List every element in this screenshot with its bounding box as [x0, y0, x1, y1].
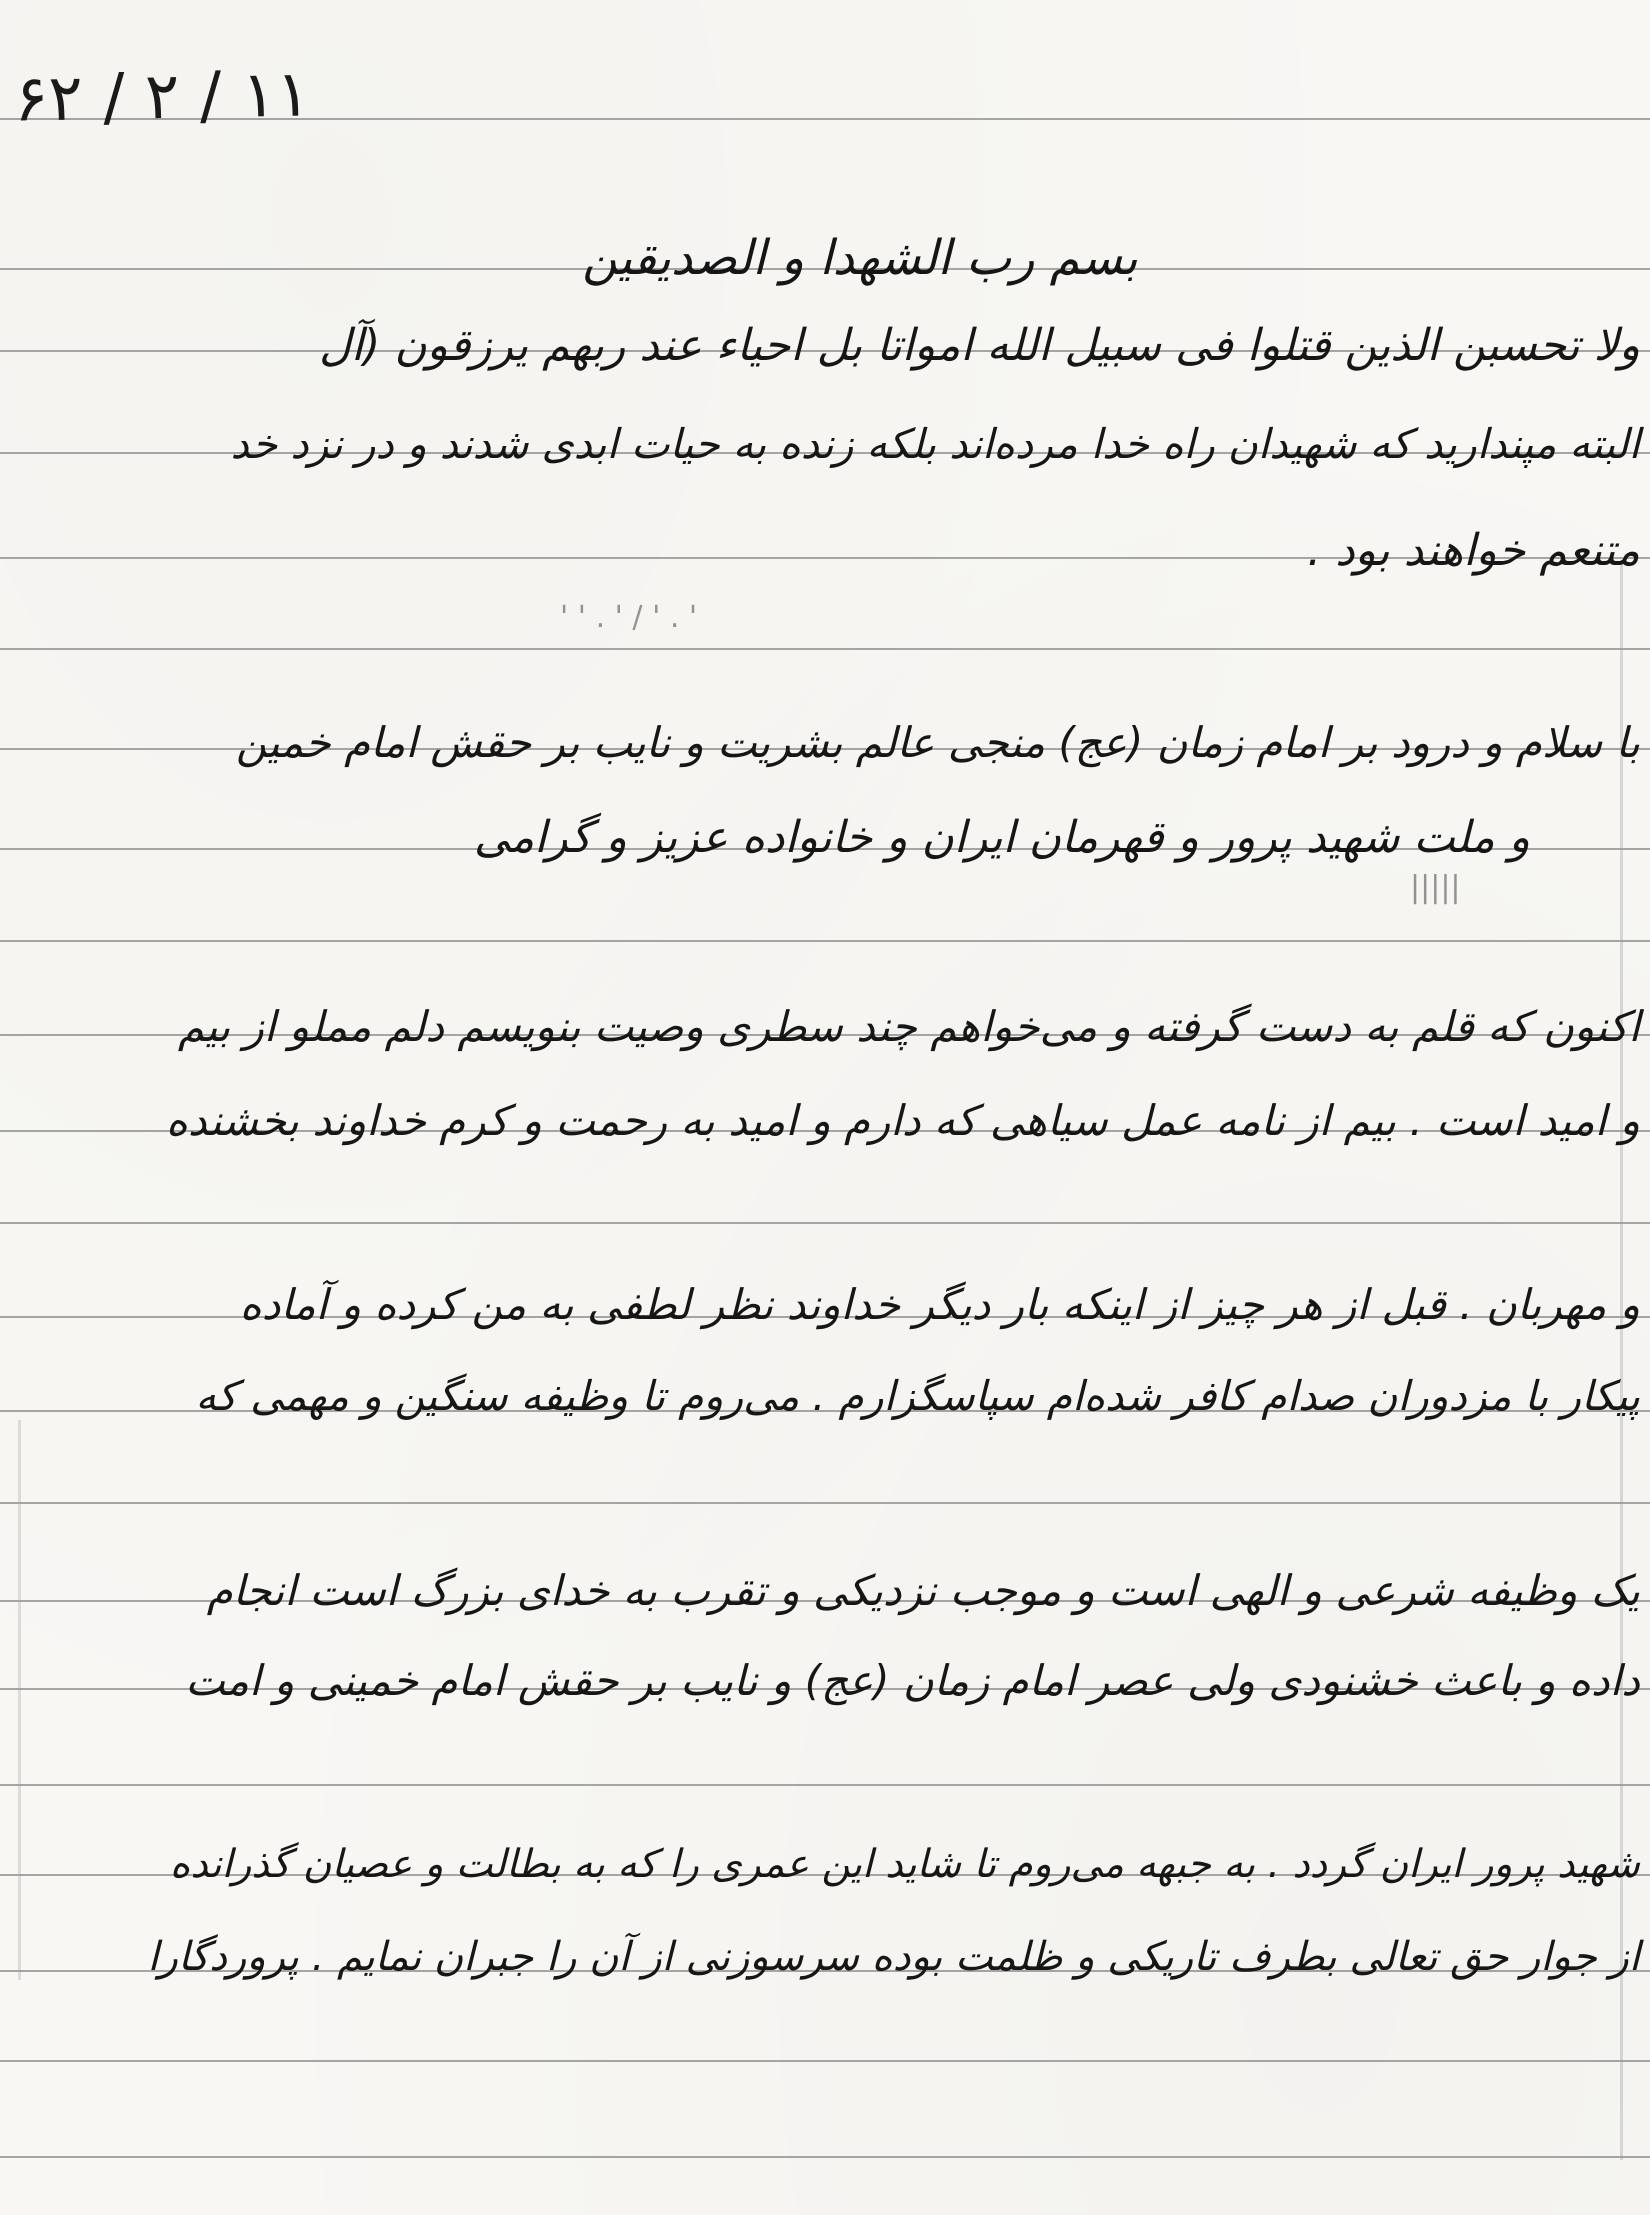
ruled-line — [0, 2060, 1650, 2062]
letter-line-13: از جوار حق تعالی بطرف تاریکی و ظلمت بوده سرسوزنی از آن را جبران نمایم . پروردگارا — [147, 1934, 1640, 1980]
ruled-line — [0, 1502, 1650, 1504]
paper-margin-mark — [1620, 560, 1623, 2160]
ruled-line — [0, 1784, 1650, 1786]
letter-line-11: داده و باعث خشنودی ولی عصر امام زمان (عج) و نایب بر حقش امام خمینی و امت — [185, 1656, 1640, 1705]
letter-line-4: با سلام و درود بر امام زمان (عج) منجی عالم بشریت و نایب بر حقش امام خمین — [235, 718, 1640, 767]
letter-line-6: اکنون که قلم به دست گرفته و می‌خواهم چند سطری وصیت بنویسم دلم مملو از بیم — [177, 1002, 1640, 1051]
paper-margin-mark — [18, 1420, 21, 1980]
letter-line-1: ولا تحسبن الذین قتلوا فی سبیل الله امواتا بل احیاء عند ربهم یرزقون (آل — [318, 320, 1640, 371]
letter-line-9: پیکار با مزدوران صدام کافر شده‌ام سپاسگزارم . می‌روم تا وظیفه سنگین و مهمی که — [195, 1372, 1640, 1420]
letter-line-3: متنعم خواهند بود . — [1307, 525, 1640, 576]
show-through-marks: ||||| — [1410, 870, 1461, 905]
letter-line-2: البته مپندارید که شهیدان راه خدا مرده‌اند بلکه زنده به حیات ابدی شدند و در نزد خد — [230, 420, 1640, 468]
show-through-marks: ' ' . ' / ' . ' — [560, 600, 698, 635]
ruled-line — [0, 648, 1650, 650]
letter-line-5: و ملت شهید پرور و قهرمان ایران و خانواده عزیز و گرامی — [473, 812, 1530, 863]
ruled-line — [0, 1222, 1650, 1224]
letter-line-7: و امید است . بیم از نامه عمل سیاهی که دارم و امید به رحمت و کرم خداوند بخشنده — [165, 1096, 1640, 1145]
letter-line-12: شهید پرور ایران گردد . به جبهه می‌روم تا شاید این عمری را که به بطالت و عصیان گذرانده — [169, 1842, 1640, 1887]
letter-date: ۱۱ / ۲ / ۶۲ — [13, 57, 311, 137]
letter-line-8: و مهربان . قبل از هر چیز از اینکه بار دیگر خداوند نظر لطفی به من کرده و آماده — [239, 1280, 1640, 1329]
ruled-line — [0, 940, 1650, 942]
letter-line-10: یک وظیفه شرعی و الهی است و موجب نزدیکی و تقرب به خدای بزرگ است انجام — [206, 1566, 1640, 1615]
ruled-line — [0, 2156, 1650, 2158]
letter-heading: بسم رب الشهدا و الصدیقین — [582, 230, 1138, 286]
